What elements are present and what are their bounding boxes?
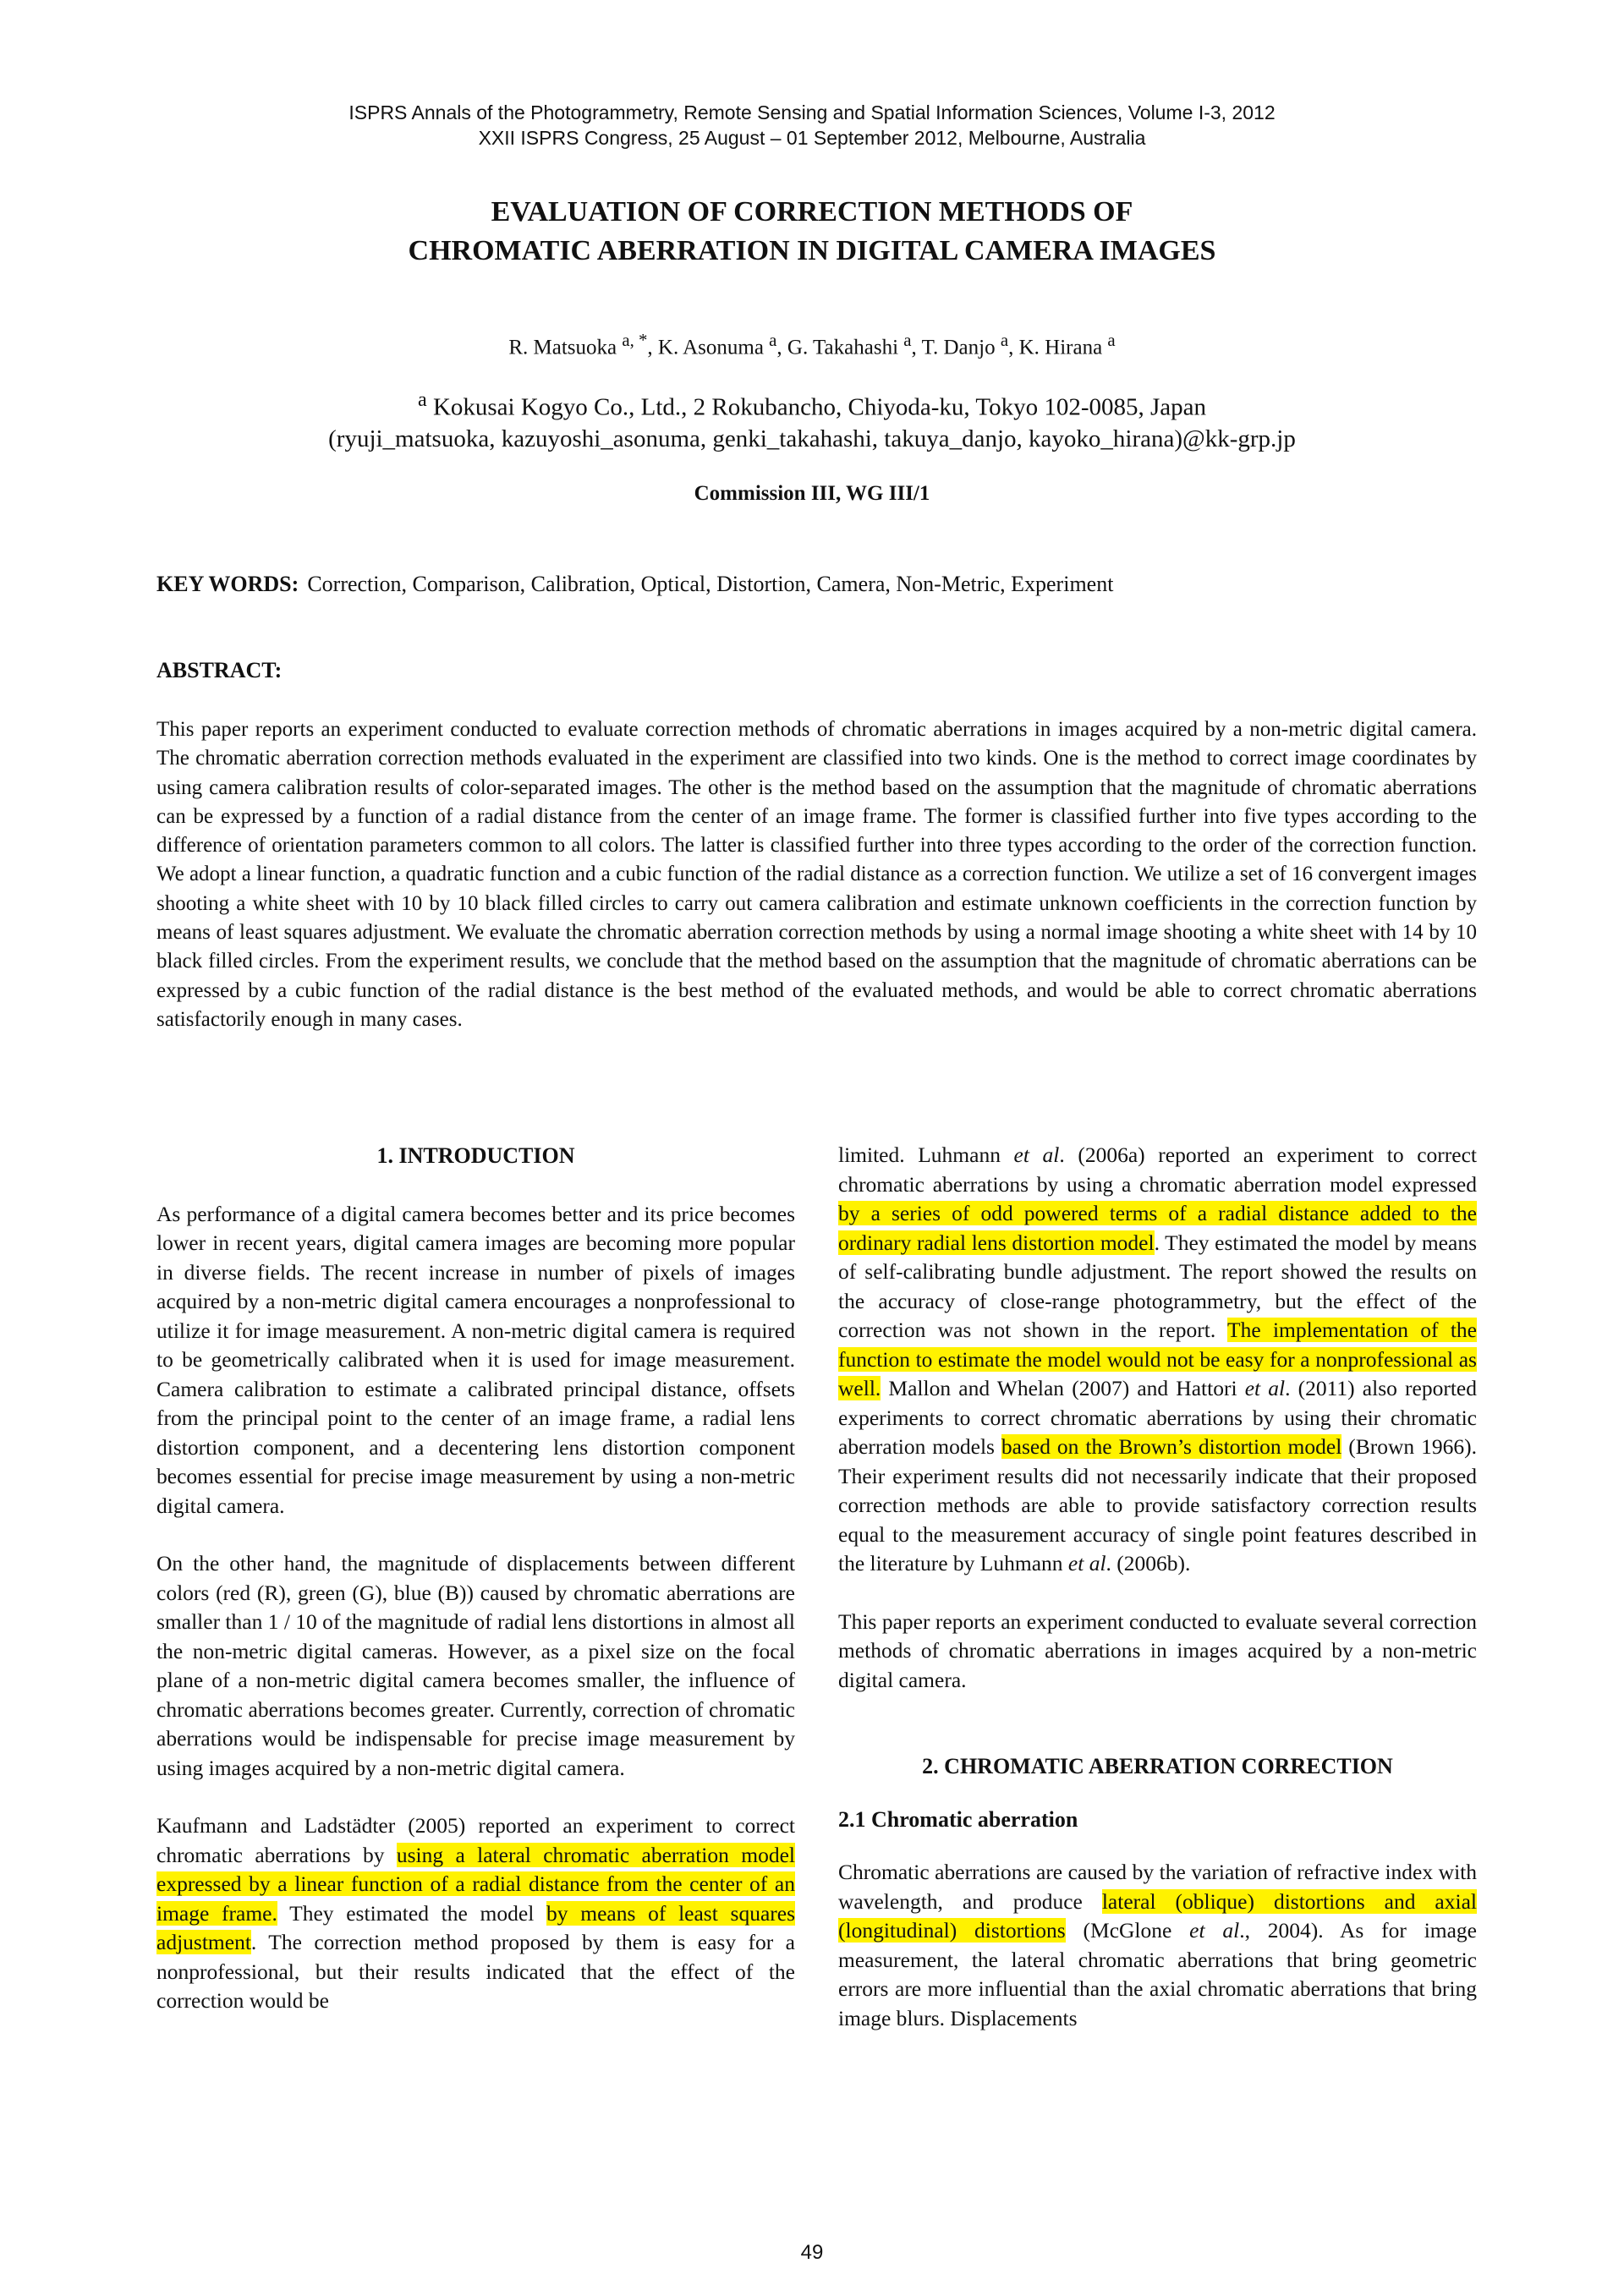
highlighted-text: lateral (oblique) distortions and axial (longitudinal) distortions (838, 1888, 1477, 1943)
author-name: K. Hirana (1018, 336, 1103, 359)
section-heading-chromatic-aberration-correction: 2. CHROMATIC ABERRATION CORRECTION (922, 1754, 1393, 1778)
keywords-label: KEY WORDS: (156, 572, 299, 596)
author-affiliation-mark: a, * (622, 330, 648, 350)
running-header (0, 100, 1624, 151)
affiliation-line-1 (0, 384, 1624, 424)
highlighted-text: by means of least squares adjustment (156, 1900, 795, 1954)
author-affiliation-mark: a (769, 330, 777, 350)
page-number: 49 (800, 2241, 824, 2264)
highlighted-text: The implementation of the function to estimate the model would not be easy for a nonprofessional as well. (838, 1318, 1477, 1400)
author-affiliation-mark: a (1000, 330, 1009, 350)
affiliation (0, 384, 1624, 455)
highlighted-text: by a series of odd powered terms of a radial distance added to the ordinary radial lens distortion model (838, 1201, 1477, 1255)
affiliation-emails: (ryuji_matsuoka, kazuyoshi_asonuma, genki_takahashi, takuya_danjo, kayoko_hirana)@kk-grp.jp (328, 425, 1296, 452)
keywords (156, 572, 1476, 597)
title-line-1: EVALUATION OF CORRECTION METHODS OF (491, 196, 1133, 227)
abstract-text: This paper reports an experiment conducted to evaluate correction methods of chromatic aberrations in images acquired by a non-metric digital camera. The chromatic aberration correction methods evaluated in the experiment are classified into two kinds. One is the method to correct image coordinates by using camera calibration results of color-separated images. The other is the method based on the assumption that the magnitude of chromatic aberrations can be expressed by a function of a radial distance from the center of an image frame. The former is classified further into five types according to the difference of orientation parameters common to all colors. The latter is classified further into three types according to the order of the correction function. We adopt a linear function, a quadratic function and a cubic function of the radial distance as a correction function. We utilize a set of 16 convergent images shooting a white sheet with 10 by 10 black filled circles to carry out camera calibration and estimate unknown coefficients in the correction function by means of least squares adjustment. We evaluate the chromatic aberration correction methods by using a normal image shooting a white sheet with 14 by 10 black filled circles. From the experiment results, we conclude that the method based on the assumption that the magnitude of chromatic aberrations can be expressed by a cubic function of the radial distance is the best method of the evaluated methods, and would be able to correct chromatic aberrations satisfactorily enough in many cases. (156, 718, 1477, 1031)
abstract-heading: ABSTRACT: (156, 658, 283, 682)
paragraph: limited. Luhmann et al. (2006a) reported an experiment to correct chromatic aberrations by using a chromatic aberration model expressed by a series of odd powered terms of a radial distance added to the ordinary radial lens distortion model. They estimated the model by means of self-calibrating bundle adjustment. The report showed the results on the accuracy of close-range photogrammetry, but the effect of the correction was not shown in the report. The implementation of the function to estimate the model would not be easy for a nonprofessional as well. Mallon and Whelan (2007) and Hattori et al. (2011) also reported experiments to correct chromatic aberrations by using their chromatic aberration models based on the Brown’s distortion model (Brown 1966). Their experiment results did not necessarily indicate that their proposed correction methods are able to provide satisfactory correction results equal to the measurement accuracy of single point features described in the literature by Luhmann et al. (2006b). (838, 1143, 1477, 1575)
commission: Commission III, WG III/1 (694, 482, 930, 505)
highlighted-text: based on the Brown’s distortion model (1001, 1434, 1342, 1459)
paper-title (0, 193, 1624, 271)
paragraph: This paper reports an experiment conducted to evaluate several correction methods of chromatic aberrations in images acquired by a non-metric digital camera. (838, 1608, 1477, 1692)
author-name: G. Takahashi (787, 336, 899, 359)
highlighted-text: using a lateral chromatic aberration model expressed by a linear function of a radial distance from the center of an image frame. (156, 1842, 796, 1926)
header-line-1: ISPRS Annals of the Photogrammetry, Remote Sensing and Spatial Information Sciences, Volume I-3, 2012 (348, 101, 1276, 123)
paragraph: As performance of a digital camera becomes better and its price becomes lower in recent years, digital camera images are becoming more popular in diverse fields. The recent increase in number of pixels of images acquired by a non-metric digital camera encourages a nonprofessional to utilize it for image measurement. A non-metric digital camera is required to be geometrically calibrated when it is used for image measurement. Camera calibration to estimate a calibrated principal distance, offsets from the principal point to the center of an image frame, a radial lens distortion component, and a decentering lens distortion component becomes essential for precise image measurement by using a non-metric digital camera. (156, 1201, 795, 1518)
paragraph: Kaufmann and Ladstädter (2005) reported an experiment to correct chromatic aberrations by using a lateral chromatic aberration model expressed by a linear function of a radial distance from the center of an image frame. They estimated the model by means of least squares adjustment. The correction method proposed by them is easy for a nonprofessional, but their results indicated that the effect of the correction would be (156, 1813, 796, 2013)
section-heading-introduction: 1. INTRODUCTION (376, 1143, 575, 1168)
header-line-2: XXII ISPRS Congress, 25 August – 01 September 2012, Melbourne, Australia (478, 127, 1146, 149)
subsection-heading-chromatic-aberration: 2.1 Chromatic aberration (838, 1806, 1078, 1832)
left-column (156, 1142, 795, 2016)
author-list: R. Matsuoka $^{a, *}$, K. Asonuma $^a$, G. Takahashi $^a$, T. Danjo $^a$, K. Hirana $^a$ (508, 330, 1116, 359)
paragraph: On the other hand, the magnitude of displacements between different colors (red (R), green (G), blue (B)) caused by chromatic aberrations are smaller than 1 / 10 of the magnitude of radial lens distortions in almost all the non-metric digital cameras. However, as a pixel size on the focal plane of a non-metric digital camera becomes smaller, the influence of chromatic aberrations becomes greater. Currently, correction of chromatic aberrations would be indispensable for precise image measurement by using images acquired by a non-metric digital camera. (156, 1551, 795, 1780)
paragraph: Chromatic aberrations are caused by the variation of refractive index with wavelength, and produce lateral (oblique) distortions and axial (longitudinal) distortions (McGlone et al., 2004). As for image measurement, the lateral chromatic aberrations that bring geometric errors are more influential than the axial chromatic aberrations that bring image blurs. Displacements (838, 1860, 1477, 2030)
author-name: K. Asonuma (657, 336, 764, 359)
title-line-2: CHROMATIC ABERRATION IN DIGITAL CAMERA IMAGES (408, 235, 1216, 266)
right-column (838, 1141, 1477, 2033)
author-name: T. Danjo (921, 336, 996, 359)
keywords-text: Correction, Comparison, Calibration, Optical, Distortion, Camera, Non-Metric, Experiment (307, 572, 1114, 596)
affiliation-address: Kokusai Kogyo Co., Ltd., 2 Rokubancho, Chiyoda-ku, Tokyo 102-0085, Japan (432, 393, 1207, 421)
author-affiliation-mark: a (1107, 330, 1116, 350)
affiliation-mark: a (417, 388, 427, 411)
author-name: R. Matsuoka (508, 336, 617, 359)
author-affiliation-mark: a (903, 330, 912, 350)
